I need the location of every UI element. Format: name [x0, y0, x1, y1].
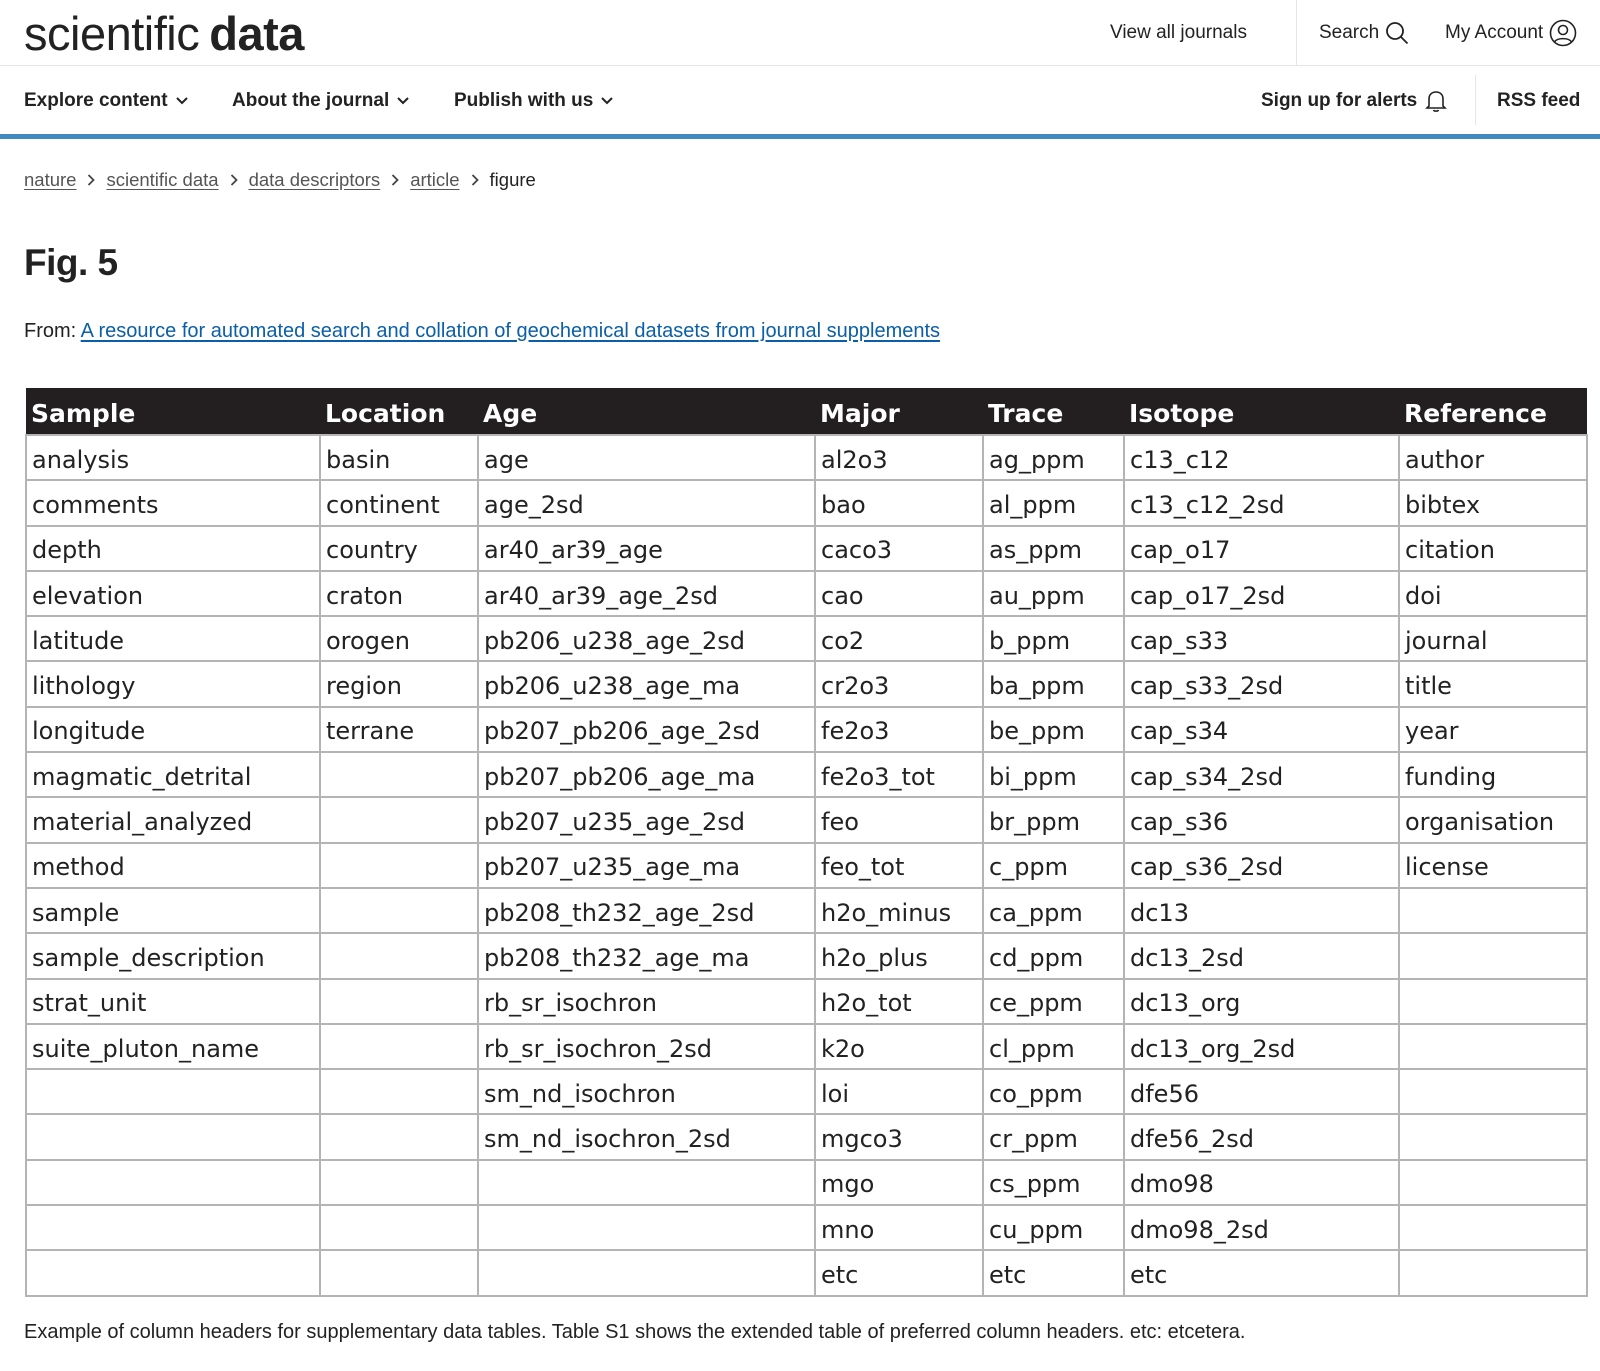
main-nav	[0, 67, 1600, 134]
table-cell: br_ppm	[983, 797, 1124, 842]
table-cell	[1399, 1024, 1587, 1069]
figure-source	[24, 320, 940, 343]
table-cell: terrane	[320, 707, 478, 752]
journal-logo[interactable]	[24, 6, 304, 62]
nav-publish-with-us[interactable]	[454, 67, 613, 134]
table-cell: ar40_ar39_age	[478, 526, 815, 571]
table-cell: continent	[320, 480, 478, 525]
table-row	[26, 888, 1587, 933]
table-cell	[26, 1250, 320, 1295]
rss-feed-link[interactable]	[1497, 67, 1580, 134]
table-cell: al2o3	[815, 435, 983, 480]
table-cell: region	[320, 661, 478, 706]
table-cell: cr2o3	[815, 661, 983, 706]
breadcrumb-article[interactable]: article	[410, 169, 460, 190]
table-cell	[320, 1160, 478, 1205]
table-cell: author	[1399, 435, 1587, 480]
table-cell	[1399, 1160, 1587, 1205]
breadcrumb	[24, 166, 536, 194]
table-cell: age	[478, 435, 815, 480]
my-account-button[interactable]	[1445, 0, 1577, 66]
table-cell	[1399, 979, 1587, 1024]
search-label: Search	[1319, 22, 1380, 43]
table-cell: dc13_org	[1124, 979, 1399, 1024]
table-row	[26, 1069, 1587, 1114]
table-cell: dfe56_2sd	[1124, 1114, 1399, 1159]
column-header-reference: Reference	[1399, 388, 1587, 435]
table-row	[26, 1024, 1587, 1069]
table-row	[26, 571, 1587, 616]
column-header-trace: Trace	[983, 388, 1124, 435]
view-all-journals-link[interactable]	[1110, 0, 1247, 66]
sign-up-alerts-button[interactable]	[1261, 67, 1447, 134]
table-cell: cap_o17_2sd	[1124, 571, 1399, 616]
table-cell: pb207_u235_age_ma	[478, 843, 815, 888]
table-cell	[26, 1114, 320, 1159]
table-cell: c13_c12_2sd	[1124, 480, 1399, 525]
from-label: From:	[24, 320, 77, 342]
column-header-sample: Sample	[26, 388, 320, 435]
table-cell: cap_s36	[1124, 797, 1399, 842]
table-cell: h2o_tot	[815, 979, 983, 1024]
table-row	[26, 616, 1587, 661]
table-cell	[320, 752, 478, 797]
table-cell: rb_sr_isochron_2sd	[478, 1024, 815, 1069]
table-cell: fe2o3	[815, 707, 983, 752]
table-cell	[1399, 1069, 1587, 1114]
table-cell: depth	[26, 526, 320, 571]
table-cell: feo	[815, 797, 983, 842]
table-cell: as_ppm	[983, 526, 1124, 571]
chevron-right-icon	[471, 174, 479, 186]
table-cell: dmo98_2sd	[1124, 1205, 1399, 1250]
article-link[interactable]: A resource for automated search and collation of geochemical datasets from journal supplements	[80, 320, 941, 342]
table-row	[26, 707, 1587, 752]
table-cell	[320, 1250, 478, 1295]
logo-text-bold: data	[209, 7, 304, 60]
table-cell	[320, 797, 478, 842]
chevron-down-icon	[601, 97, 613, 105]
table-cell: bao	[815, 480, 983, 525]
table-cell: cap_s33_2sd	[1124, 661, 1399, 706]
table-cell: bibtex	[1399, 480, 1587, 525]
table-row	[26, 843, 1587, 888]
table-row	[26, 526, 1587, 571]
table-cell: doi	[1399, 571, 1587, 616]
table-cell	[320, 979, 478, 1024]
search-button[interactable]	[1319, 0, 1409, 66]
table-cell: material_analyzed	[26, 797, 320, 842]
table-cell	[478, 1205, 815, 1250]
table-cell: cr_ppm	[983, 1114, 1124, 1159]
page-title: Fig. 5	[24, 242, 118, 283]
table-cell: c_ppm	[983, 843, 1124, 888]
table-cell: au_ppm	[983, 571, 1124, 616]
table-cell: cap_s36_2sd	[1124, 843, 1399, 888]
chevron-down-icon	[397, 97, 409, 105]
table-cell: cap_s33	[1124, 616, 1399, 661]
table-cell: cap_s34_2sd	[1124, 752, 1399, 797]
table-row	[26, 1250, 1587, 1295]
table-cell: license	[1399, 843, 1587, 888]
table-cell: pb208_th232_age_2sd	[478, 888, 815, 933]
table-cell: craton	[320, 571, 478, 616]
table-cell: funding	[1399, 752, 1587, 797]
breadcrumb-current: figure	[489, 169, 536, 190]
column-header-location: Location	[320, 388, 478, 435]
table-row	[26, 661, 1587, 706]
table-cell: pb206_u238_age_2sd	[478, 616, 815, 661]
table-row	[26, 797, 1587, 842]
table-cell: cd_ppm	[983, 933, 1124, 978]
sign-up-alerts-label: Sign up for alerts	[1261, 89, 1418, 111]
table-cell: pb208_th232_age_ma	[478, 933, 815, 978]
table-row	[26, 435, 1587, 480]
table-cell: be_ppm	[983, 707, 1124, 752]
table-cell: mgco3	[815, 1114, 983, 1159]
table-row	[26, 979, 1587, 1024]
table-cell: dfe56	[1124, 1069, 1399, 1114]
account-icon	[1549, 19, 1577, 47]
table-cell	[478, 1160, 815, 1205]
column-header-isotope: Isotope	[1124, 388, 1399, 435]
chevron-right-icon	[391, 174, 399, 186]
column-header-major: Major	[815, 388, 983, 435]
table-cell: etc	[1124, 1250, 1399, 1295]
column-header-age: Age	[478, 388, 815, 435]
table-cell: co2	[815, 616, 983, 661]
table-row	[26, 1205, 1587, 1250]
table-cell	[26, 1069, 320, 1114]
table-cell: al_ppm	[983, 480, 1124, 525]
table-cell: mno	[815, 1205, 983, 1250]
table-cell: age_2sd	[478, 480, 815, 525]
figure-table	[25, 388, 1588, 1297]
table-cell: country	[320, 526, 478, 571]
table-cell: caco3	[815, 526, 983, 571]
table-cell: journal	[1399, 616, 1587, 661]
table-cell: cu_ppm	[983, 1205, 1124, 1250]
breadcrumb-data-descriptors[interactable]: data descriptors	[248, 169, 381, 190]
table-cell: etc	[983, 1250, 1124, 1295]
table-cell	[1399, 1250, 1587, 1295]
table-cell: cap_o17	[1124, 526, 1399, 571]
table-cell	[320, 1205, 478, 1250]
table-cell: citation	[1399, 526, 1587, 571]
table-cell: k2o	[815, 1024, 983, 1069]
table-cell: pb207_pb206_age_ma	[478, 752, 815, 797]
table-cell: sm_nd_isochron	[478, 1069, 815, 1114]
table-cell	[320, 1069, 478, 1114]
table-cell: c13_c12	[1124, 435, 1399, 480]
table-cell: b_ppm	[983, 616, 1124, 661]
view-all-journals-label: View all journals	[1110, 22, 1247, 43]
table-cell: dc13_2sd	[1124, 933, 1399, 978]
table-cell: cap_s34	[1124, 707, 1399, 752]
table-cell: bi_ppm	[983, 752, 1124, 797]
table-cell: h2o_plus	[815, 933, 983, 978]
table-cell: longitude	[26, 707, 320, 752]
table-cell: suite_pluton_name	[26, 1024, 320, 1069]
table-cell: pb207_pb206_age_2sd	[478, 707, 815, 752]
nav-explore-content[interactable]	[24, 67, 188, 134]
table-cell: strat_unit	[26, 979, 320, 1024]
breadcrumb-scientific-data[interactable]: scientific data	[106, 169, 219, 190]
table-cell: lithology	[26, 661, 320, 706]
chevron-right-icon	[230, 174, 238, 186]
table-header-row	[26, 388, 1587, 435]
table-row	[26, 752, 1587, 797]
table-row	[26, 480, 1587, 525]
top-header	[0, 0, 1600, 66]
nav-publish-with-us-label: Publish with us	[454, 89, 594, 111]
table-cell: year	[1399, 707, 1587, 752]
table-row	[26, 1114, 1587, 1159]
table-cell: loi	[815, 1069, 983, 1114]
table-cell: basin	[320, 435, 478, 480]
table-cell	[320, 1114, 478, 1159]
table-cell: organisation	[1399, 797, 1587, 842]
table-cell: ar40_ar39_age_2sd	[478, 571, 815, 616]
table-cell: h2o_minus	[815, 888, 983, 933]
rss-feed-label: RSS feed	[1497, 89, 1581, 111]
nav-about-journal-label: About the journal	[232, 89, 390, 111]
figure-caption: Example of column headers for supplementary data tables. Table S1 shows the extended table of preferred column headers. etc: etcetera.	[24, 1321, 1246, 1343]
logo-text-light: scientific	[24, 7, 200, 60]
table-cell: sample_description	[26, 933, 320, 978]
table-cell: title	[1399, 661, 1587, 706]
table-row	[26, 933, 1587, 978]
table-cell: fe2o3_tot	[815, 752, 983, 797]
table-cell	[1399, 888, 1587, 933]
table-cell: method	[26, 843, 320, 888]
table-cell: sm_nd_isochron_2sd	[478, 1114, 815, 1159]
table-cell	[320, 888, 478, 933]
search-icon	[1385, 21, 1409, 45]
chevron-right-icon	[87, 174, 95, 186]
nav-accent-rule	[0, 134, 1600, 139]
chevron-down-icon	[176, 97, 188, 105]
table-cell: cl_ppm	[983, 1024, 1124, 1069]
table-cell: sample	[26, 888, 320, 933]
table-cell: analysis	[26, 435, 320, 480]
my-account-label: My Account	[1445, 22, 1544, 43]
table-cell	[1399, 933, 1587, 978]
table-cell: rb_sr_isochron	[478, 979, 815, 1024]
table-cell: ce_ppm	[983, 979, 1124, 1024]
table-cell	[478, 1250, 815, 1295]
table-cell: feo_tot	[815, 843, 983, 888]
table-cell	[1399, 1114, 1587, 1159]
table-cell	[1399, 1205, 1587, 1250]
table-cell	[26, 1160, 320, 1205]
table-cell: ag_ppm	[983, 435, 1124, 480]
table-cell: comments	[26, 480, 320, 525]
table-cell: mgo	[815, 1160, 983, 1205]
table-cell: dmo98	[1124, 1160, 1399, 1205]
table-cell	[320, 933, 478, 978]
table-cell: cao	[815, 571, 983, 616]
table-cell	[320, 1024, 478, 1069]
table-cell: pb206_u238_age_ma	[478, 661, 815, 706]
table-cell	[26, 1205, 320, 1250]
nav-divider	[1475, 75, 1476, 125]
breadcrumb-nature[interactable]: nature	[24, 169, 77, 190]
table-cell: etc	[815, 1250, 983, 1295]
table-body	[26, 435, 1587, 1296]
table-cell: ba_ppm	[983, 661, 1124, 706]
table-cell	[320, 843, 478, 888]
table-cell: pb207_u235_age_2sd	[478, 797, 815, 842]
table-cell: cs_ppm	[983, 1160, 1124, 1205]
table-cell: co_ppm	[983, 1069, 1124, 1114]
nav-explore-content-label: Explore content	[24, 89, 168, 111]
table-cell: elevation	[26, 571, 320, 616]
bell-icon	[1425, 89, 1447, 113]
table-cell: ca_ppm	[983, 888, 1124, 933]
table-row	[26, 1160, 1587, 1205]
header-divider	[1296, 0, 1297, 66]
table-cell: orogen	[320, 616, 478, 661]
table-cell: magmatic_detrital	[26, 752, 320, 797]
nav-about-journal[interactable]	[232, 67, 409, 134]
table-cell: latitude	[26, 616, 320, 661]
table-cell: dc13_org_2sd	[1124, 1024, 1399, 1069]
table-cell: dc13	[1124, 888, 1399, 933]
